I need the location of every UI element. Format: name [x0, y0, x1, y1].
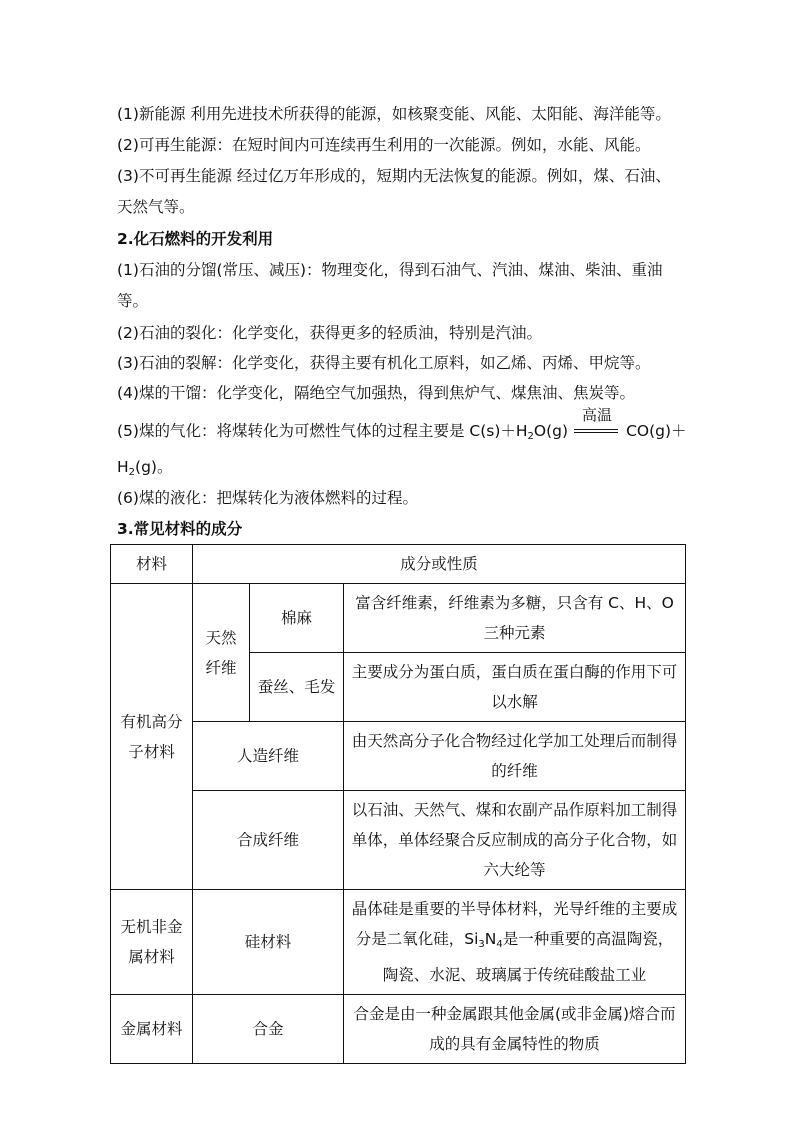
material-silicon: 硅材料 — [193, 890, 344, 995]
desc-artificial-fiber: 由天然高分子化合物经过化学加工处理后而制得的纤维 — [344, 722, 686, 791]
category-inorganic: 无机非金属材料 — [111, 890, 193, 995]
table-row — [111, 995, 686, 1064]
reaction-condition: 高温 — [581, 406, 612, 424]
desc-silk: 主要成分为蛋白质，蛋白质在蛋白酶的作用下可以水解 — [344, 653, 686, 722]
category-organic: 有机高分子材料 — [111, 584, 193, 890]
desc-silicon: 晶体硅是重要的半导体材料，光导纤维的主要成分是二氧化硅，$Si_3N_4$是一种重要的高温陶瓷，陶瓷、水泥、玻璃属于传统硅酸盐工业 — [344, 890, 686, 995]
text-line-gasification: (5)煤的气化：将煤转化为可燃性气体的过程主要是 $C(s)+H_2O(g)$ CO(g)＋ — [117, 422, 687, 442]
category-metal: 金属材料 — [111, 995, 193, 1064]
text-line-coal-distillation: (4)煤的干馏：化学变化，隔绝空气加强热，得到焦炉气、煤焦油、焦炭等。 — [117, 384, 635, 402]
desc-cotton: 富含纤维素，纤维素为多糖，只含有 C、H、O 三种元素 — [344, 584, 686, 653]
text-line-cracking: (2)石油的裂化：化学变化，获得更多的轻质油，特别是汽油。 — [117, 324, 542, 342]
table-row — [111, 722, 686, 791]
text-line-new-energy: (1)新能源 利用先进技术所获得的能源，如核聚变能、风能、太阳能、海洋能等。 — [117, 105, 671, 123]
table-row — [111, 890, 686, 995]
text-line-gasification-cont: $H_2(g)$。 — [117, 458, 173, 478]
material-silk: 蚕丝、毛发 — [250, 653, 344, 722]
table-row — [111, 791, 686, 890]
desc-alloy: 合金是由一种金属跟其他金属(或非金属)熔合而成的具有金属特性的物质 — [344, 995, 686, 1064]
section-heading-materials: 3.常见材料的成分 — [117, 520, 243, 538]
text-line-distillation-cont: 等。 — [117, 292, 149, 310]
text-line-nonrenewable-cont: 天然气等。 — [117, 198, 195, 216]
text-line-liquefaction: (6)煤的液化：把煤转化为液体燃料的过程。 — [117, 489, 418, 507]
reaction-equals-sign-top — [574, 429, 618, 430]
subcategory-natural-fiber: 天然纤维 — [193, 584, 250, 722]
material-artificial-fiber: 人造纤维 — [193, 722, 344, 791]
text-line-renewable: (2)可再生能源：在短时间内可连续再生利用的一次能源。例如，水能、风能。 — [117, 136, 651, 154]
text-line-nonrenewable: (3)不可再生能源 经过亿万年形成的，短期内无法恢复的能源。例如，煤、石油、 — [117, 167, 671, 185]
table-row — [111, 584, 686, 653]
material-synthetic-fiber: 合成纤维 — [193, 791, 344, 890]
materials-table — [110, 544, 686, 1064]
section-heading-fossil-fuel: 2.化石燃料的开发利用 — [117, 230, 274, 248]
table-header-row — [111, 545, 686, 584]
text-line-pyrolysis: (3)石油的裂解：化学变化，获得主要有机化工原料，如乙烯、丙烯、甲烷等。 — [117, 354, 651, 372]
desc-synthetic-fiber: 以石油、天然气、煤和农副产品作原料加工制得单体，单体经聚合反应制成的高分子化合物，如六大纶等 — [344, 791, 686, 890]
reaction-equals-sign-bottom — [574, 432, 618, 433]
header-properties: 成分或性质 — [193, 545, 686, 584]
text-line-distillation: (1)石油的分馏(常压、减压)：物理变化，得到石油气、汽油、煤油、柴油、重油 — [117, 261, 663, 279]
header-material: 材料 — [111, 545, 193, 584]
material-cotton: 棉麻 — [250, 584, 344, 653]
material-alloy: 合金 — [193, 995, 344, 1064]
